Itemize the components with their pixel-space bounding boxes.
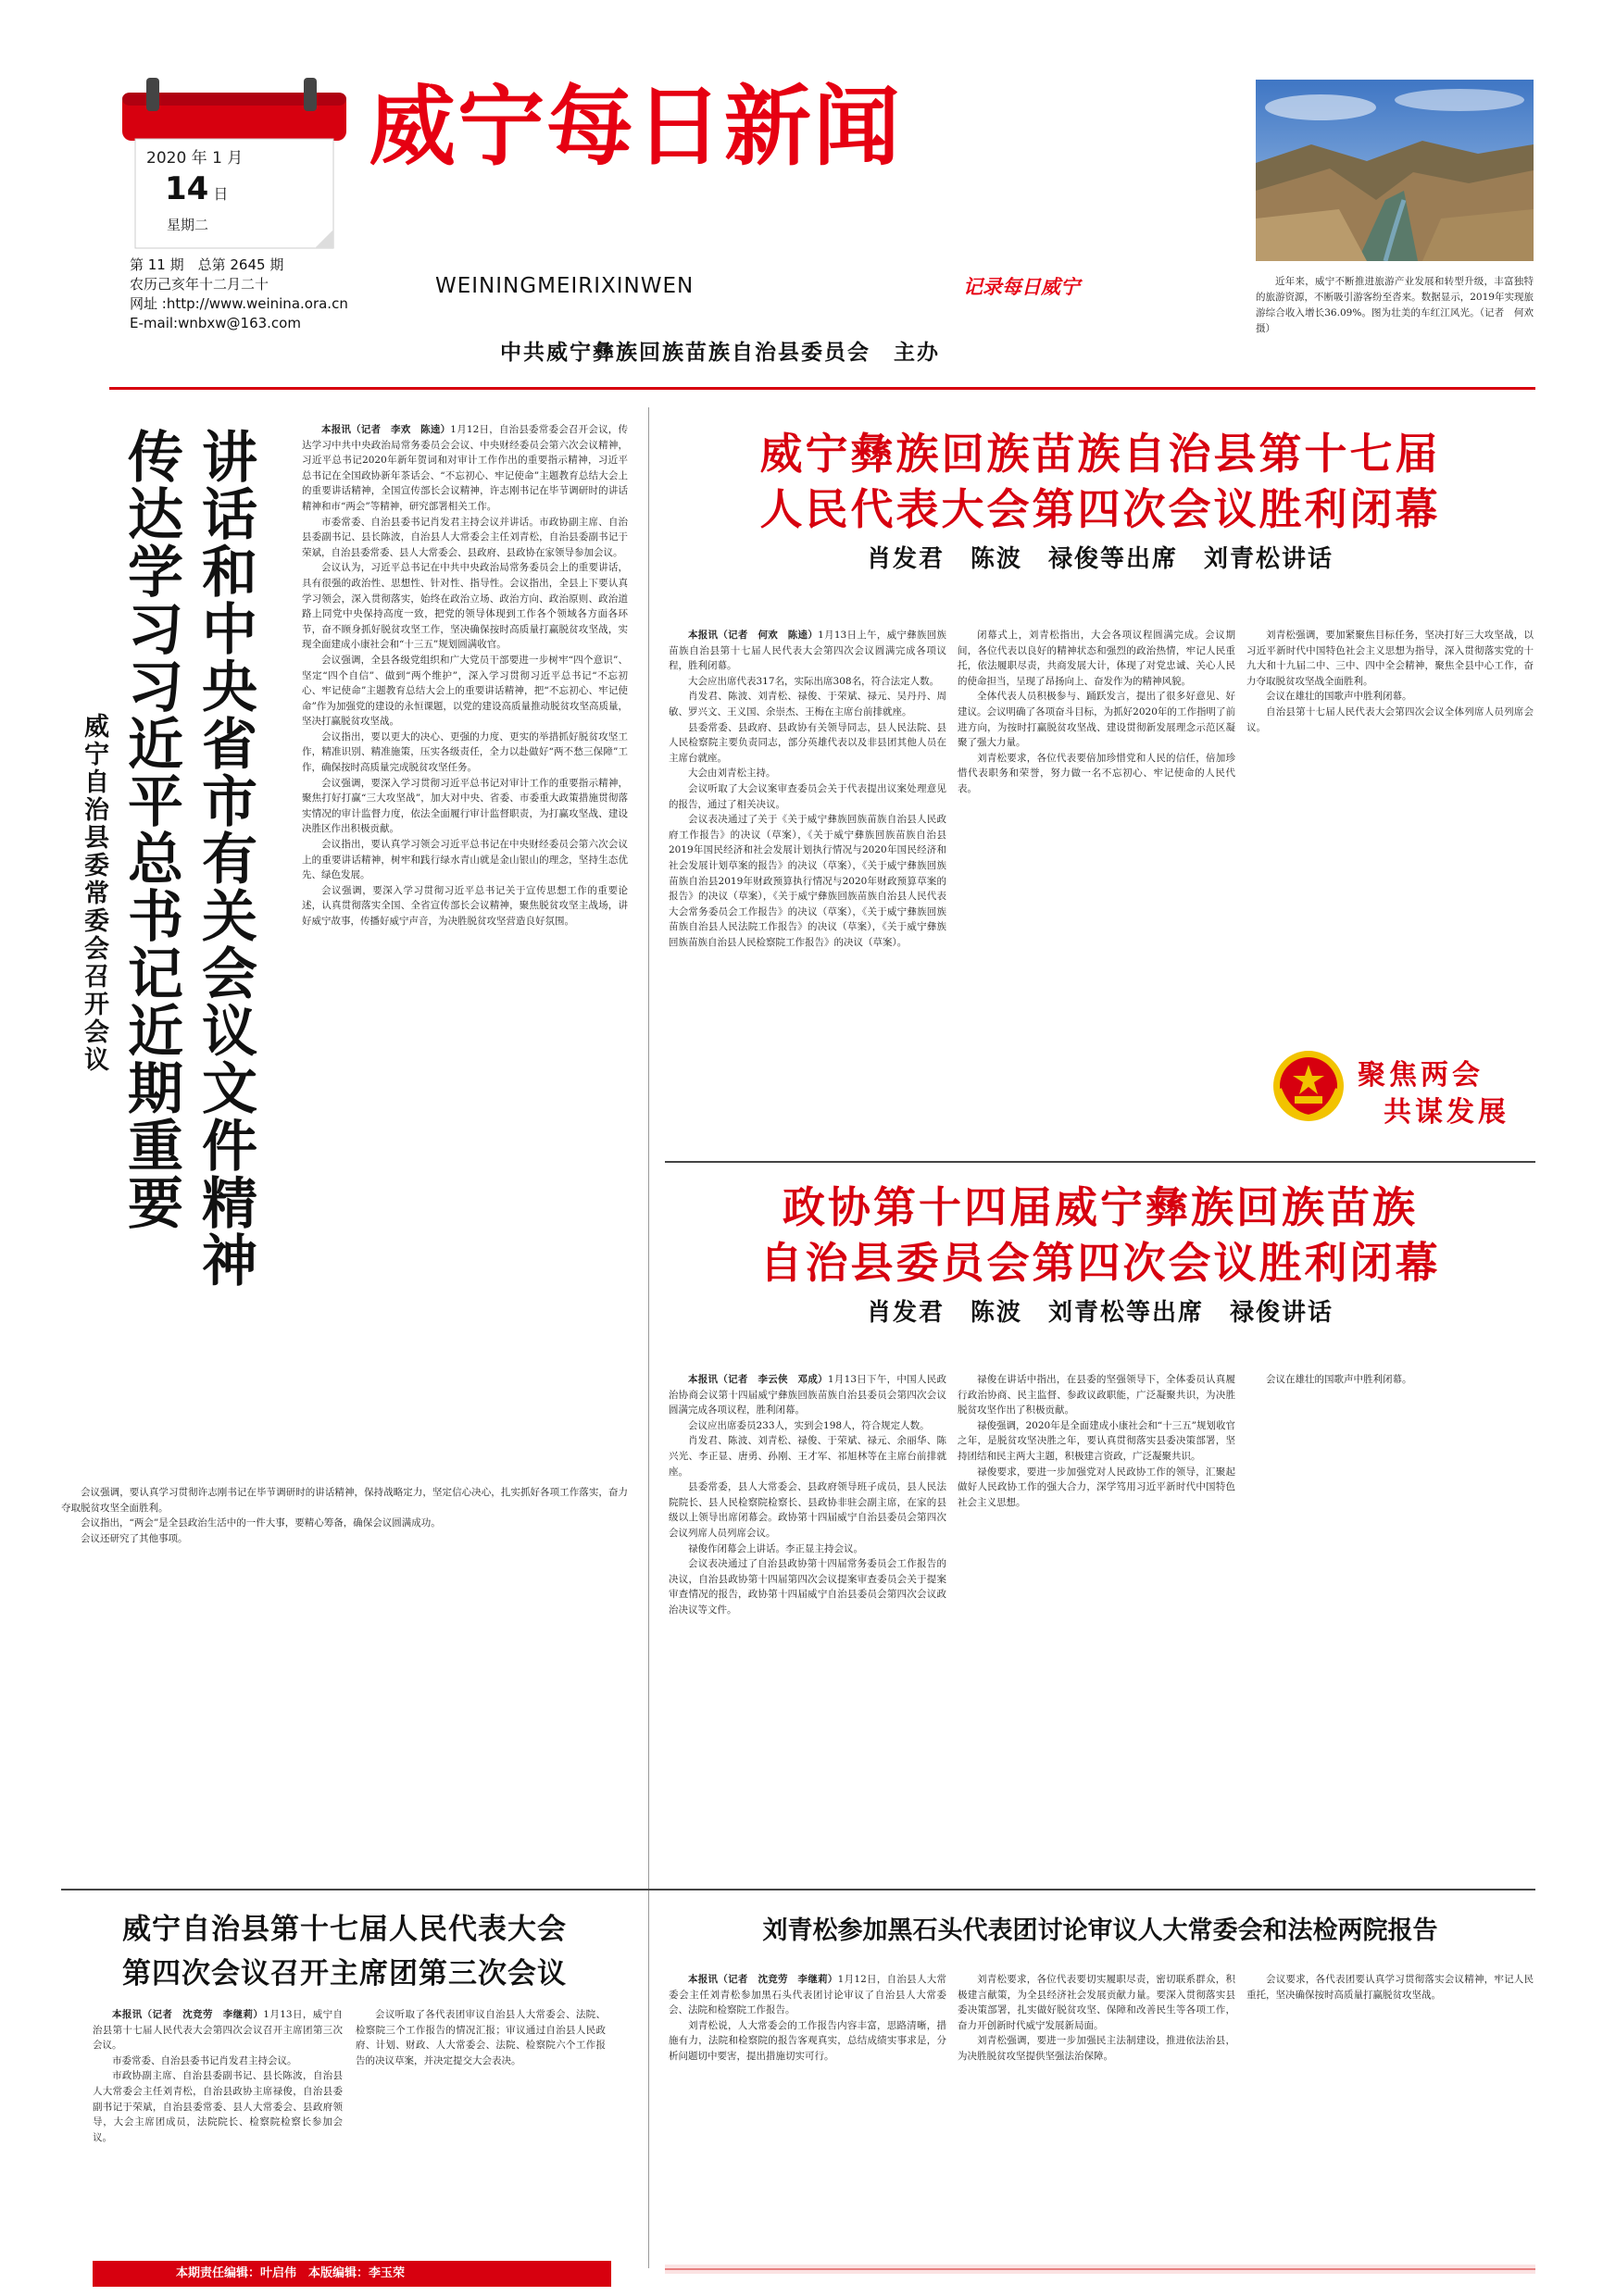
left-headline-col1: 讲话和中央省市有关会议文件精神: [193, 428, 257, 1289]
left-para-7: 会议强调，要深入学习贯彻习近平总书记关于宣传思想工作的重要论述，认真贯彻落实全国、全省宣传部长会议精神，聚焦脱贫攻坚主战场，讲好威宁故事，传播好威宁声音，为决胜脱贫攻坚营造良好氛围。: [302, 884, 628, 927]
top-right-body-col3: [1246, 628, 1534, 1026]
left-para-6: 会议指出，要认真学习领会习近平总书记在中央财经委员会第六次会议上的重要讲话精神，树牢和践行绿水青山就是金山银山的理念，坚持生态优先、绿色发展。: [302, 839, 628, 881]
bottom-left-para-0: 1月13日，威宁自治县第十七届人民代表大会第四次会议召开主席团第三次会议。: [93, 2009, 343, 2052]
top-right-subhead: 肖发君 陈波 禄俊等出席 刘青松讲话: [866, 545, 1334, 573]
issue-info: [130, 256, 370, 333]
emblem-graphic: [1271, 1048, 1346, 1124]
middle-right-dateline: 本报讯（记者 李云侠 邓成）: [688, 1374, 828, 1385]
middle-right-headline-line1: 政协第十四届威宁彝族回族苗族: [783, 1182, 1418, 1232]
column-divider: [648, 407, 649, 1926]
top-right-headline-line2: 人民代表大会第四次会议胜利闭幕: [759, 484, 1441, 534]
bottom-right-headline: 刘青松参加黑石头代表团讨论审议人大常委会和法检两院报告: [762, 1916, 1438, 1945]
bottom-left-para-1: 市委常委、自治县委书记肖发君主持会议。: [112, 2054, 297, 2066]
middle-right-para-1: 会议应出席委员233人，实到会198人，符合规定人数。: [688, 1419, 930, 1431]
bottom-left-body-col1: [93, 2007, 343, 2248]
website-link[interactable]: 网址 :http://www.weinina.ora.cn: [130, 295, 348, 312]
left-dateline: 本报讯（记者 李欢 陈逵）: [321, 424, 451, 435]
canyon-photo-graphic: [1256, 80, 1534, 261]
top-right-para-1: 大会应出席代表317名，实际出席308名，符合法定人数。: [688, 675, 940, 687]
emblem-icon: [1271, 1048, 1346, 1124]
middle-right-article: [665, 1179, 1535, 1333]
calendar-icon: [119, 65, 350, 250]
bottom-left-para-3: 会议听取了各代表团审议自治县人大常委会、法院、检察院三个工作报告的情况汇报；审议通过自治县人民政府、计划、财政、人大常委会、法院、检察院六个工作报告的决议草案，并决定提交大会表决。: [356, 2009, 606, 2066]
bottom-right-article: [665, 1909, 1535, 1953]
calendar-day: [165, 170, 313, 207]
bottom-right-para-4: 会议要求，各代表团要认真学习贯彻落实会议精神，牢记人民重托，坚决确保按时高质量打赢脱贫攻坚战。: [1246, 1974, 1534, 2001]
middle-right-para-0: 1月13日下午，中国人民政治协商会议第十四届威宁彝族回族苗族自治县委员会第四次会议圆满完成各项议程，胜利闭幕。: [669, 1374, 946, 1416]
middle-right-body-col3: [1246, 1372, 1534, 1872]
middle-right-para-2: 肖发君、陈波、刘青松、禄俊、于荣斌、禄元、余丽华、陈兴光、李正显、唐勇、孙刚、王才军、祁旭林等在主席台前排就座。: [669, 1435, 946, 1478]
calendar-day-suffix: 日: [213, 185, 229, 203]
newspaper-slogan: 记录每日威宁: [963, 275, 1080, 298]
photo-caption: 近年来，威宁不断推进旅游产业发展和转型升级，丰富独特的旅游资源，不断吸引游客纷至沓来。数据显示，2019年实现旅游综合收入增长36.09%。图为壮美的车红江风光。（记者 何欢 摄）: [1256, 276, 1544, 334]
left-para-4: 会议指出，要以更大的决心、更强的力度、更实的举措抓好脱贫攻坚工作，精准识别、精准施策，压实各级责任，全力以赴做好“两不愁三保障”工作，确保按时高质量完成脱贫攻坚任务。: [302, 730, 628, 774]
top-right-para-0: 1月13日上午，威宁彝族回族苗族自治县第十七届人民代表大会第四次会议圆满完成各项议程，胜利闭幕。: [669, 630, 946, 672]
top-right-divider: [665, 1161, 1535, 1163]
bottom-column-divider: [648, 1898, 649, 2268]
bottom-left-headline-line1: 威宁自治县第十七届人民代表大会: [122, 1913, 567, 1946]
left-article-body-continued: [61, 1485, 628, 1911]
bottom-right-para-2: 刘青松要求，各位代表要切实履职尽责，密切联系群众，积极建言献策，为全县经济社会发展贡献力量。要深入贯彻落实县委决策部署，扎实做好脱贫攻坚、保障和改善民生等各项工作，奋力开创新时代威宁发展新局面。: [958, 1974, 1235, 2031]
middle-right-para-6: 禄俊在讲话中指出，在县委的坚强领导下，全体委员认真履行政治协商、民主监督、参政议政职能，广泛凝聚共识，为决胜脱贫攻坚作出了积极贡献。: [958, 1374, 1235, 1416]
top-right-para-7: 闭幕式上，刘青松指出，大会各项议程圆满完成。会议期间，各位代表以良好的精神状态和强烈的政治热情，牢记人民重托，依法履职尽责，共商发展大计，体现了对党忠诚、关心人民的使命担当，呈现了昂扬向上、奋发作为的精神风貌。: [958, 630, 1235, 687]
top-right-para-5: 会议听取了大会议案审查委员会关于代表提出议案处理意见的报告，通过了相关决议。: [669, 782, 946, 810]
banner-text-line1: 聚焦两会: [1358, 1059, 1484, 1092]
left-para-1: 市委常委、自治县委书记肖发君主持会议并讲话。市政协副主席、自治县委副书记、县长陈波，自治县人大常委会主任刘青松，自治县委副书记于荣斌，自治县委常委、县人大常委会、县政府、县政协在家领导参加会议。: [302, 516, 628, 558]
middle-right-body-col1: [669, 1372, 946, 1872]
newspaper-title: 威宁每日新闻: [369, 76, 903, 178]
issue-number: 第 11 期 总第 2645 期: [130, 256, 284, 273]
bottom-left-article: [61, 1907, 628, 1996]
two-sessions-banner: [1271, 1048, 1530, 1128]
middle-right-para-3: 县委常委，县人大常委会、县政府领导班子成员，县人民法院院长、县人民检察院检察长、县政协非驻会副主席，在家的县级以上领导出席闭幕会。政协第十四届威宁自治县委员会第四次会议列席人员列席会议。: [669, 1481, 946, 1539]
banner-text-line2: 共谋发展: [1384, 1096, 1509, 1129]
bottom-right-body-col3: [1246, 1972, 1534, 2250]
masthead-rule: [109, 387, 1535, 390]
bottom-right-body-col2: [958, 1972, 1235, 2250]
calendar-day-number: 14: [165, 170, 209, 207]
lunar-date: 农历己亥年十二月二十: [130, 276, 269, 293]
middle-right-body-col2: [958, 1372, 1235, 1872]
left-subhead: 威宁自治县委常委会召开会议: [80, 713, 108, 1074]
bottom-decoration: [665, 2259, 1535, 2279]
calendar-weekday: 星期二: [167, 217, 209, 233]
top-right-para-4: 大会由刘青松主持。: [688, 767, 776, 780]
top-right-para-12: 自治县第十七届人民代表大会第四次会议全体列席人员列席会议。: [1246, 705, 1534, 733]
bottom-rule: [61, 1889, 1535, 1890]
bottom-right-body-col1: [669, 1972, 946, 2250]
left-para-9: 会议指出，“两会”是全县政治生活中的一件大事，要精心筹备，确保会议圆满成功。: [81, 1517, 441, 1529]
left-article-body: [302, 422, 628, 1496]
middle-right-para-8: 禄俊要求，要进一步加强党对人民政协工作的领导，汇聚起做好人民政协工作的强大合力，深学笃用习近平新时代中国特色社会主义思想。: [958, 1466, 1235, 1508]
left-para-8: 会议强调，要认真学习贯彻许志刚书记在毕节调研时的讲话精神，保持战略定力，坚定信心决心，扎实抓好各项工作落实，奋力夺取脱贫攻坚全面胜利。: [61, 1487, 628, 1514]
landscape-photo: [1256, 80, 1534, 261]
footer-bar: [93, 2261, 611, 2287]
left-para-0: 1月12日，自治县委常委会召开会议，传达学习中共中央政治局常务委员会会议、中央财经委员会第六次会议精神，习近平总书记2020年新年贺词和对审计工作作出的重要指示精神，习近平总书记在全国政协新年茶话会、“不忘初心、牢记使命”主题教育总结大会上的重要讲话精神，全国宣传部长会议精神，许志刚书记在毕节调研时的讲话精神和市“两会”等精神，研究部署相关工作。: [302, 424, 628, 512]
top-right-para-6: 会议表决通过了关于《关于威宁彝族回族苗族自治县人民政府工作报告》的决议（草案），《关于威宁彝族回族苗族自治县2019年国民经济和社会发展计划执行情况与2020年国民经济和社会发展计划草案的报告》的决议（草案），《关于威宁彝族回族苗族自治县2019年财政预算执行情况与2020年财政预算草案的报告》的决议（草案），《关于威宁彝族回族苗族自治县人民代表大会常务委员会工作报告》的决议（草案），《关于威宁彝族回族苗族自治县人民法院工作报告》的决议（草案），《关于威宁彝族回族苗族自治县人民检察院工作报告》的决议（草案）。: [669, 814, 946, 948]
top-right-para-9: 刘青松要求，各位代表要倍加珍惜党和人民的信任，倍加珍惜代表职务和荣誉，努力做一名不忘初心、牢记使命的人民代表。: [958, 752, 1235, 794]
middle-right-para-9: 会议在雄壮的国歌声中胜利闭幕。: [1266, 1374, 1412, 1385]
top-right-para-11: 会议在雄壮的国歌声中胜利闭幕。: [1266, 691, 1412, 703]
bottom-left-para-2: 市政协副主席、自治县委副书记、县长陈波，自治县人大常委会主任刘青松，自治县政协主席禄俊，自治县委副书记于荣斌，自治县委常委、县人大常委会、县政府领导，大会主席团成员，法院院长、检察院检察长参加会议。: [93, 2070, 343, 2143]
middle-right-para-7: 禄俊强调，2020年是全面建成小康社会和“十三五”规划收官之年，是脱贫攻坚决胜之年，要认真贯彻落实县委决策部署，坚持团结和民主两大主题，积极建言资政，广泛凝聚共识。: [958, 1419, 1235, 1462]
middle-right-para-4: 禄俊作闭幕会上讲话。李正显主持会议。: [688, 1542, 863, 1554]
top-right-article: [665, 426, 1535, 580]
middle-right-headline-line2: 自治县委员会第四次会议胜利闭幕: [759, 1238, 1441, 1288]
left-para-2: 会议认为，习近平总书记在中共中央政治局常务委员会上的重要讲话，具有很强的政治性、思想性、针对性、指导性。会议指出，全县上下要认真学习领会，深入贯彻落实，始终在政治立场、政治方向、政治原则、政治道路上同党中央保持高度一致，把党的领导体现到工作各个领域各方面各环节，奋不顾身抓好脱贫攻坚工作，坚决确保按时高质量打赢脱贫攻坚战，实现全面建成小康社会和“十三五”规划圆满收官。: [302, 562, 628, 651]
top-right-body-col1: [669, 628, 946, 1220]
top-right-para-2: 肖发君、陈波、刘青松、禄俊、于荣斌、禄元、吴丹丹、周敏、罗兴文、王义国、余崇杰、王梅在主席台前排就座。: [669, 691, 946, 718]
top-right-body-col2: [958, 628, 1235, 1220]
top-right-headline-line1: 威宁彝族回族苗族自治县第十七届: [759, 429, 1441, 479]
bottom-right-para-3: 刘青松强调，要进一步加强民主法制建设，推进依法治县，为决胜脱贫攻坚提供坚强法治保障。: [958, 2035, 1235, 2062]
left-para-3: 会议强调，全县各级党组织和广大党员干部要进一步树牢“四个意识”、坚定“四个自信”、做到“两个维护”，深入学习贯彻习近平总书记“不忘初心、牢记使命”主题教育总结大会上的重要讲话精神，把“不忘初心、牢记使命”作为加强党的建设的永恒课题，以党的建设高质量推动脱贫攻坚高质量，坚决打赢脱贫攻坚战。: [302, 654, 628, 728]
bottom-right-dateline: 本报讯（记者 沈竞劳 李继莉）: [688, 1974, 838, 1985]
top-right-dateline: 本报讯（记者 何欢 陈逵）: [688, 630, 819, 641]
bottom-right-para-0: 1月12日，自治县人大常委会主任刘青松参加黑石头代表团讨论审议了自治县人大常委会、法院和检察院工作报告。: [669, 1974, 946, 2016]
middle-right-subhead: 肖发君 陈波 刘青松等出席 禄俊讲话: [866, 1299, 1334, 1327]
top-right-para-3: 县委常委、县政府、县政协有关领导同志，县人民法院、县人民检察院主要负责同志，部分英雄代表以及非县团其他人员在主席台就座。: [669, 721, 946, 764]
footer-credits: 本期责任编辑：叶启伟 本版编辑：李玉荣: [176, 2266, 406, 2280]
left-para-10: 会议还研究了其他事项。: [81, 1532, 188, 1544]
bottom-left-headline-line2: 第四次会议召开主席团第三次会议: [122, 1957, 567, 1990]
left-headline-col2: 传达学习习近平总书记近期重要: [119, 428, 183, 1231]
left-para-5: 会议强调，要深入学习贯彻习近平总书记对审计工作的重要指示精神，聚焦打好打赢“三大攻坚战”，加大对中央、省委、市委重大政策措施贯彻落实情况的审计监督力度，依法全面履行审计监督职责，为打赢攻坚战、建设决胜区作出积极贡献。: [302, 777, 628, 835]
middle-right-para-5: 会议表决通过了自治县政协第十四届常务委员会工作报告的决议，自治县政协第十四届第四次会议提案审查委员会关于提案审查情况的报告，政协第十四届威宁自治县委员会第四次会议政治决议等文件。: [669, 1558, 946, 1616]
newspaper-sponsor: 中共威宁彝族回族苗族自治县委员会 主办: [500, 341, 940, 365]
masthead: [0, 0, 1603, 407]
bottom-left-body-col2: [356, 2007, 606, 2248]
newspaper-pinyin: WEININGMEIRIXINWEN: [435, 274, 695, 298]
top-right-para-10: 刘青松强调，要加紧聚焦目标任务，坚决打好三大攻坚战，以习近平新时代中国特色社会主义思想为指导，深入贯彻落实党的十九大和十九届二中、三中、四中全会精神，聚焦全县中心工作，奋力夺取脱贫攻坚战全面胜利。: [1246, 630, 1534, 687]
bottom-right-para-1: 刘青松说，人大常委会的工作报告内容丰富，思路清晰，措施有力，法院和检察院的报告客观真实，总结成绩实事求是，分析问题切中要害，提出措施切实可行。: [669, 2019, 946, 2062]
bottom-left-dateline: 本报讯（记者 沈竞劳 李继莉）: [112, 2009, 264, 2020]
calendar-year-month: 2020 年 1 月: [146, 149, 244, 168]
email-link[interactable]: E-mail:wnbxw@163.com: [130, 315, 301, 331]
decoration-graphic: [665, 2259, 1535, 2279]
top-right-para-8: 全体代表人员积极参与、踊跃发言，提出了很多好意见、好建议。会议明确了各项奋斗目标，为抓好2020年的工作指明了前进方向，为按时打赢脱贫攻坚战、建设贯彻新发展理念示范区凝聚了强大力量。: [958, 691, 1235, 749]
